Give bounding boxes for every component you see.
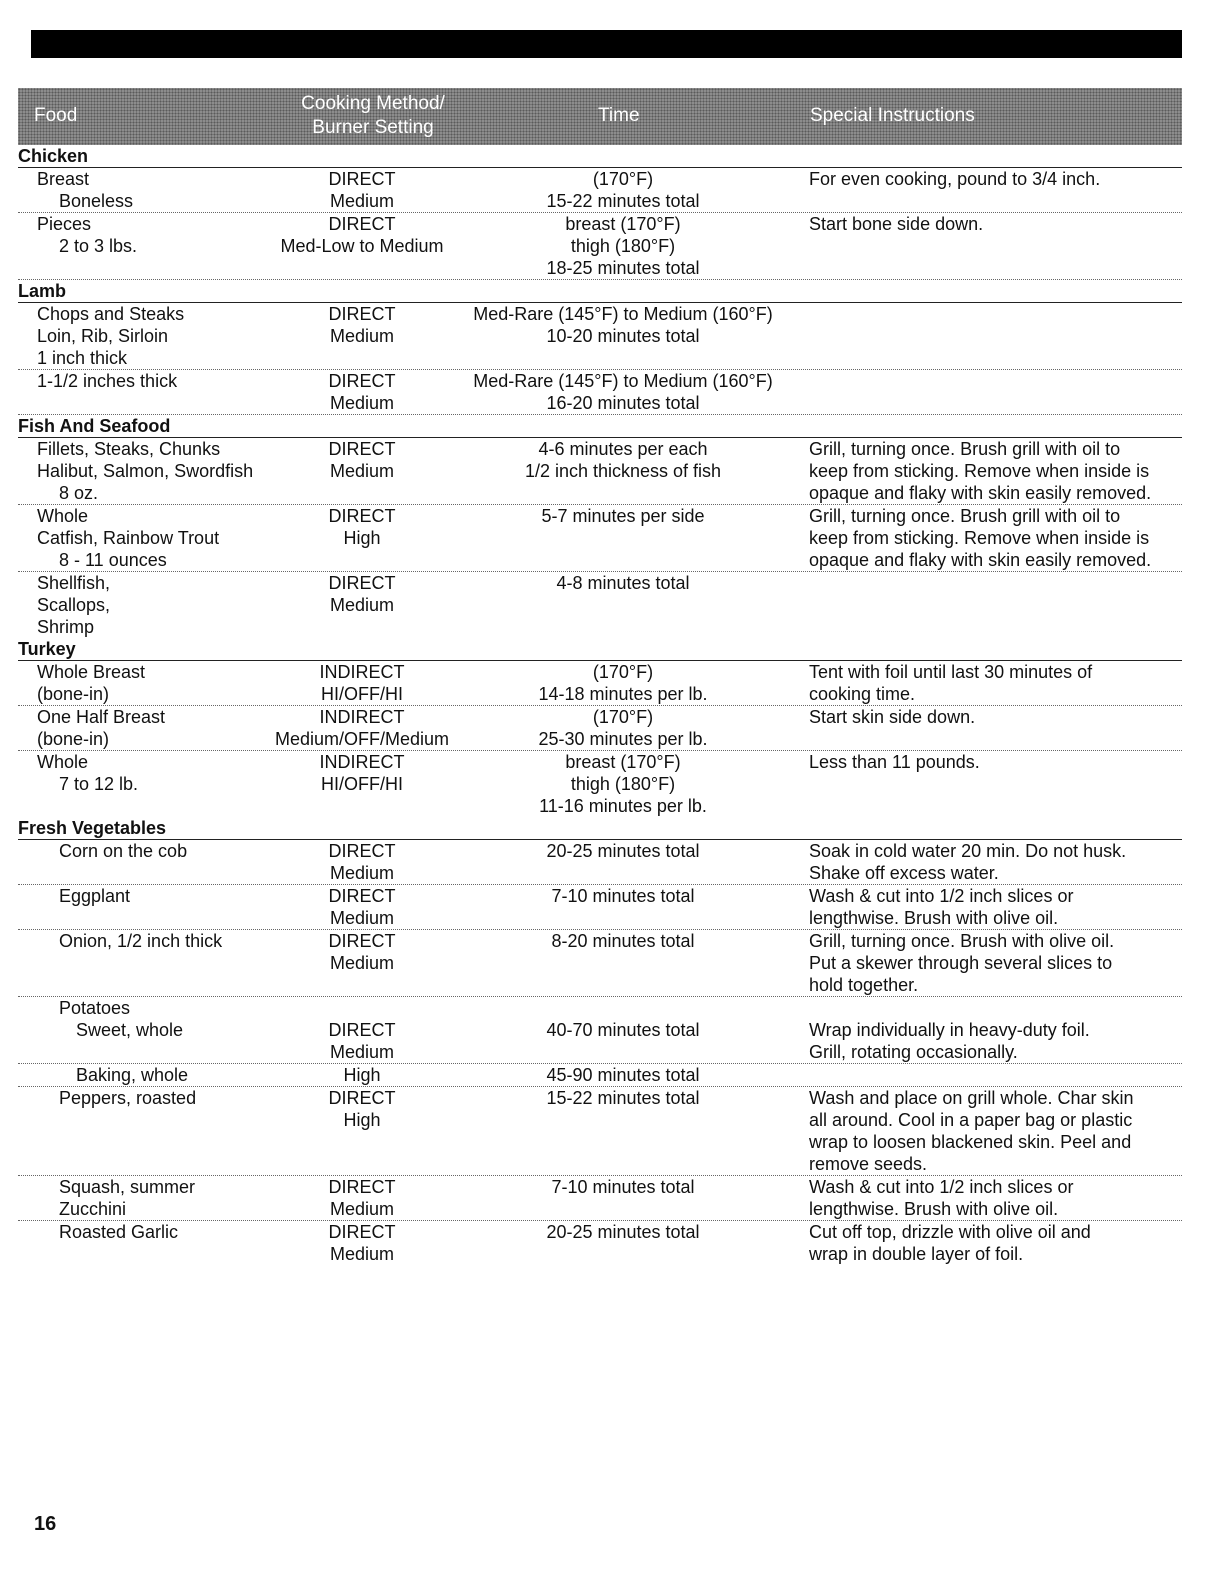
instructions-cell: Shake off excess water. — [809, 863, 999, 883]
table-entry — [18, 1221, 1182, 1265]
time-cell: thigh (180°F) — [570, 774, 676, 794]
food-cell: Chops and Steaks — [37, 304, 185, 324]
food-cell: Pieces — [37, 214, 92, 234]
food-cell: 2 to 3 lbs. — [59, 236, 138, 256]
method-cell: High — [343, 1110, 381, 1130]
table-row — [18, 1064, 1182, 1086]
food-cell: Whole — [37, 752, 89, 772]
food-cell: Breast — [37, 169, 90, 189]
food-cell: Fillets, Steaks, Chunks — [37, 439, 221, 459]
header-food: Food — [34, 105, 78, 126]
table-row — [18, 661, 1182, 683]
section-title: Turkey — [18, 638, 1182, 661]
time-cell: 15-22 minutes total — [546, 1088, 700, 1108]
method-cell: Medium — [329, 1199, 395, 1219]
method-cell: DIRECT — [328, 1222, 396, 1242]
food-cell: 8 - 11 ounces — [59, 550, 167, 570]
food-cell: (bone-in) — [37, 684, 110, 704]
food-cell: Boneless — [59, 191, 134, 211]
table-entry — [18, 840, 1182, 885]
table-row — [18, 683, 1182, 705]
instructions-cell: keep from sticking. Remove when inside is — [809, 528, 1150, 548]
instructions-cell: Grill, turning once. Brush grill with oil to — [809, 506, 1121, 526]
food-cell: 8 oz. — [59, 483, 99, 503]
table-entry — [18, 438, 1182, 505]
method-cell: DIRECT — [328, 304, 396, 324]
food-cell: Zucchini — [59, 1199, 127, 1219]
table-row — [18, 952, 1182, 974]
instructions-cell: Wrap individually in heavy-duty foil. — [809, 1020, 1090, 1040]
table-row — [18, 885, 1182, 907]
table-row — [18, 168, 1182, 190]
food-cell: Corn on the cob — [59, 841, 188, 861]
table-entry — [18, 1064, 1182, 1087]
time-cell: 45-90 minutes total — [546, 1065, 700, 1085]
table-row — [18, 1019, 1182, 1041]
table-row — [18, 549, 1182, 571]
method-cell: Medium — [329, 953, 395, 973]
table-row — [18, 706, 1182, 728]
time-cell: breast (170°F) — [565, 752, 681, 772]
table-entry — [18, 930, 1182, 997]
top-black-bar — [31, 30, 1182, 58]
table-row — [18, 213, 1182, 235]
table-row — [18, 795, 1182, 817]
table-row — [18, 1198, 1182, 1220]
table-row — [18, 527, 1182, 549]
instructions-cell: Put a skewer through several slices to — [809, 953, 1113, 973]
table-row — [18, 505, 1182, 527]
method-cell: Medium — [329, 1042, 395, 1062]
method-cell: Medium — [329, 863, 395, 883]
method-cell: DIRECT — [328, 573, 396, 593]
method-cell: HI/OFF/HI — [321, 774, 403, 794]
food-cell: 1-1/2 inches thick — [37, 371, 178, 391]
food-cell: Shellfish, — [37, 573, 111, 593]
time-cell: 11-16 minutes per lb. — [539, 796, 707, 816]
instructions-cell: Grill, turning once. Brush grill with oil to — [809, 439, 1121, 459]
instructions-cell: opaque and flaky with skin easily removed. — [809, 483, 1152, 503]
time-cell: 20-25 minutes total — [546, 1222, 700, 1242]
method-cell: DIRECT — [328, 886, 396, 906]
table-entry — [18, 751, 1182, 817]
method-cell: INDIRECT — [319, 662, 405, 682]
time-cell: 18-25 minutes total — [546, 258, 700, 278]
food-cell: Shrimp — [37, 617, 95, 637]
table-entry — [18, 1087, 1182, 1176]
table-row — [18, 482, 1182, 504]
table-entry — [18, 168, 1182, 213]
time-cell: (170°F) — [592, 707, 654, 727]
grilling-chart-table — [18, 145, 1182, 1265]
table-entry — [18, 572, 1182, 638]
time-cell: 16-20 minutes total — [546, 393, 700, 413]
table-row — [18, 907, 1182, 929]
time-cell: 8-20 minutes total — [551, 931, 695, 951]
table-row — [18, 594, 1182, 616]
food-cell: Potatoes — [59, 998, 131, 1018]
time-cell: Med-Rare (145°F) to Medium (160°F) — [473, 304, 773, 324]
table-row — [18, 974, 1182, 996]
time-cell: 7-10 minutes total — [551, 886, 695, 906]
food-cell: 7 to 12 lb. — [59, 774, 139, 794]
food-cell: Peppers, roasted — [59, 1088, 197, 1108]
method-cell: High — [343, 1065, 381, 1085]
time-cell: thigh (180°F) — [570, 236, 676, 256]
time-cell: 1/2 inch thickness of fish — [524, 461, 722, 481]
food-cell: 1 inch thick — [37, 348, 128, 368]
table-row — [18, 303, 1182, 325]
table-row — [18, 460, 1182, 482]
table-row — [18, 997, 1182, 1019]
instructions-cell: Start bone side down. — [809, 214, 984, 234]
instructions-cell: lengthwise. Brush with olive oil. — [809, 1199, 1059, 1219]
table-row — [18, 930, 1182, 952]
instructions-cell: Start skin side down. — [809, 707, 976, 727]
food-cell: (bone-in) — [37, 729, 110, 749]
method-cell: Medium — [329, 191, 395, 211]
time-cell: 25-30 minutes per lb. — [538, 729, 708, 749]
food-cell: Squash, summer — [59, 1177, 196, 1197]
food-cell: Catfish, Rainbow Trout — [37, 528, 220, 548]
instructions-cell: Soak in cold water 20 min. Do not husk. — [809, 841, 1127, 861]
method-cell: DIRECT — [328, 1177, 396, 1197]
section-title: Chicken — [18, 145, 1182, 168]
table-row — [18, 347, 1182, 369]
food-cell: Baking, whole — [76, 1065, 189, 1085]
time-cell: 7-10 minutes total — [551, 1177, 695, 1197]
time-cell: 20-25 minutes total — [546, 841, 700, 861]
time-cell: 40-70 minutes total — [546, 1020, 700, 1040]
method-cell: Medium — [329, 595, 395, 615]
method-cell: Medium/OFF/Medium — [274, 729, 450, 749]
method-cell: Medium — [329, 461, 395, 481]
instructions-cell: keep from sticking. Remove when inside is — [809, 461, 1150, 481]
header-cooking-method: Cooking Method/ Burner Setting — [301, 93, 445, 138]
table-entry — [18, 370, 1182, 415]
method-cell: Medium — [329, 326, 395, 346]
instructions-cell: Wash and place on grill whole. Char skin — [809, 1088, 1134, 1108]
table-row — [18, 1109, 1182, 1131]
table-row — [18, 1087, 1182, 1109]
table-row — [18, 1153, 1182, 1175]
table-row — [18, 190, 1182, 212]
instructions-cell: remove seeds. — [809, 1154, 928, 1174]
table-entry — [18, 505, 1182, 572]
time-cell: 4-6 minutes per each — [538, 439, 708, 459]
table-row — [18, 325, 1182, 347]
table-row — [18, 1041, 1182, 1063]
table-row — [18, 773, 1182, 795]
table-row — [18, 840, 1182, 862]
food-cell: Loin, Rib, Sirloin — [37, 326, 169, 346]
method-cell: DIRECT — [328, 931, 396, 951]
method-cell: Medium — [329, 908, 395, 928]
header-special-instructions: Special Instructions — [810, 105, 975, 126]
table-entry — [18, 1176, 1182, 1221]
food-cell: Whole Breast — [37, 662, 146, 682]
food-cell: Sweet, whole — [76, 1020, 184, 1040]
instructions-cell: Wash & cut into 1/2 inch slices or — [809, 886, 1074, 906]
instructions-cell: all around. Cool in a paper bag or plastic — [809, 1110, 1133, 1130]
table-header — [18, 88, 1182, 145]
time-cell: 15-22 minutes total — [546, 191, 700, 211]
method-cell: DIRECT — [328, 841, 396, 861]
method-cell: Medium — [329, 1244, 395, 1264]
table-row — [18, 616, 1182, 638]
method-cell: DIRECT — [328, 439, 396, 459]
table-row — [18, 1243, 1182, 1265]
food-cell: Eggplant — [59, 886, 131, 906]
table-row — [18, 1221, 1182, 1243]
method-cell: HI/OFF/HI — [321, 684, 403, 704]
food-cell: Halibut, Salmon, Swordfish — [37, 461, 254, 481]
table-entry — [18, 661, 1182, 706]
instructions-cell: wrap in double layer of foil. — [809, 1244, 1024, 1264]
time-cell: 4-8 minutes total — [556, 573, 690, 593]
time-cell: breast (170°F) — [565, 214, 681, 234]
instructions-cell: Less than 11 pounds. — [809, 752, 980, 772]
page-number: 16 — [34, 1513, 57, 1535]
table-row — [18, 751, 1182, 773]
time-cell: (170°F) — [592, 169, 654, 189]
table-row — [18, 370, 1182, 392]
header-time: Time — [598, 105, 640, 126]
food-cell: Whole — [37, 506, 89, 526]
instructions-cell: Grill, rotating occasionally. — [809, 1042, 1018, 1062]
instructions-cell: lengthwise. Brush with olive oil. — [809, 908, 1059, 928]
table-row — [18, 1131, 1182, 1153]
time-cell: 5-7 minutes per side — [541, 506, 705, 526]
method-cell: High — [343, 528, 381, 548]
food-cell: Roasted Garlic — [59, 1222, 179, 1242]
method-cell: Medium — [329, 393, 395, 413]
instructions-cell: wrap to loosen blackened skin. Peel and — [809, 1132, 1132, 1152]
instructions-cell: cooking time. — [809, 684, 916, 704]
table-row — [18, 438, 1182, 460]
section-title: Fresh Vegetables — [18, 817, 1182, 840]
table-entry — [18, 997, 1182, 1064]
instructions-cell: hold together. — [809, 975, 919, 995]
time-cell: Med-Rare (145°F) to Medium (160°F) — [473, 371, 773, 391]
method-cell: DIRECT — [328, 1088, 396, 1108]
method-cell: DIRECT — [328, 169, 396, 189]
table-row — [18, 1176, 1182, 1198]
table-row — [18, 392, 1182, 414]
table-row — [18, 235, 1182, 257]
instructions-cell: Grill, turning once. Brush with olive oil. — [809, 931, 1115, 951]
table-row — [18, 572, 1182, 594]
table-entry — [18, 706, 1182, 751]
method-cell: INDIRECT — [319, 752, 405, 772]
method-cell: Med-Low to Medium — [280, 236, 444, 256]
food-cell: One Half Breast — [37, 707, 166, 727]
method-cell: INDIRECT — [319, 707, 405, 727]
method-cell: DIRECT — [328, 214, 396, 234]
table-entry — [18, 303, 1182, 370]
instructions-cell: Wash & cut into 1/2 inch slices or — [809, 1177, 1074, 1197]
method-cell: DIRECT — [328, 506, 396, 526]
instructions-cell: opaque and flaky with skin easily removed. — [809, 550, 1152, 570]
method-cell: DIRECT — [328, 1020, 396, 1040]
instructions-cell: Cut off top, drizzle with olive oil and — [809, 1222, 1091, 1242]
food-cell: Onion, 1/2 inch thick — [59, 931, 223, 951]
section-title: Fish And Seafood — [18, 415, 1182, 438]
time-cell: 10-20 minutes total — [546, 326, 700, 346]
table-row — [18, 862, 1182, 884]
table-row — [18, 728, 1182, 750]
table-entry — [18, 885, 1182, 930]
table-row — [18, 257, 1182, 279]
food-cell: Scallops, — [37, 595, 111, 615]
table-entry — [18, 213, 1182, 280]
instructions-cell: Tent with foil until last 30 minutes of — [809, 662, 1093, 682]
time-cell: 14-18 minutes per lb. — [538, 684, 708, 704]
section-title: Lamb — [18, 280, 1182, 303]
method-cell: DIRECT — [328, 371, 396, 391]
time-cell: (170°F) — [592, 662, 654, 682]
instructions-cell: For even cooking, pound to 3/4 inch. — [809, 169, 1101, 189]
